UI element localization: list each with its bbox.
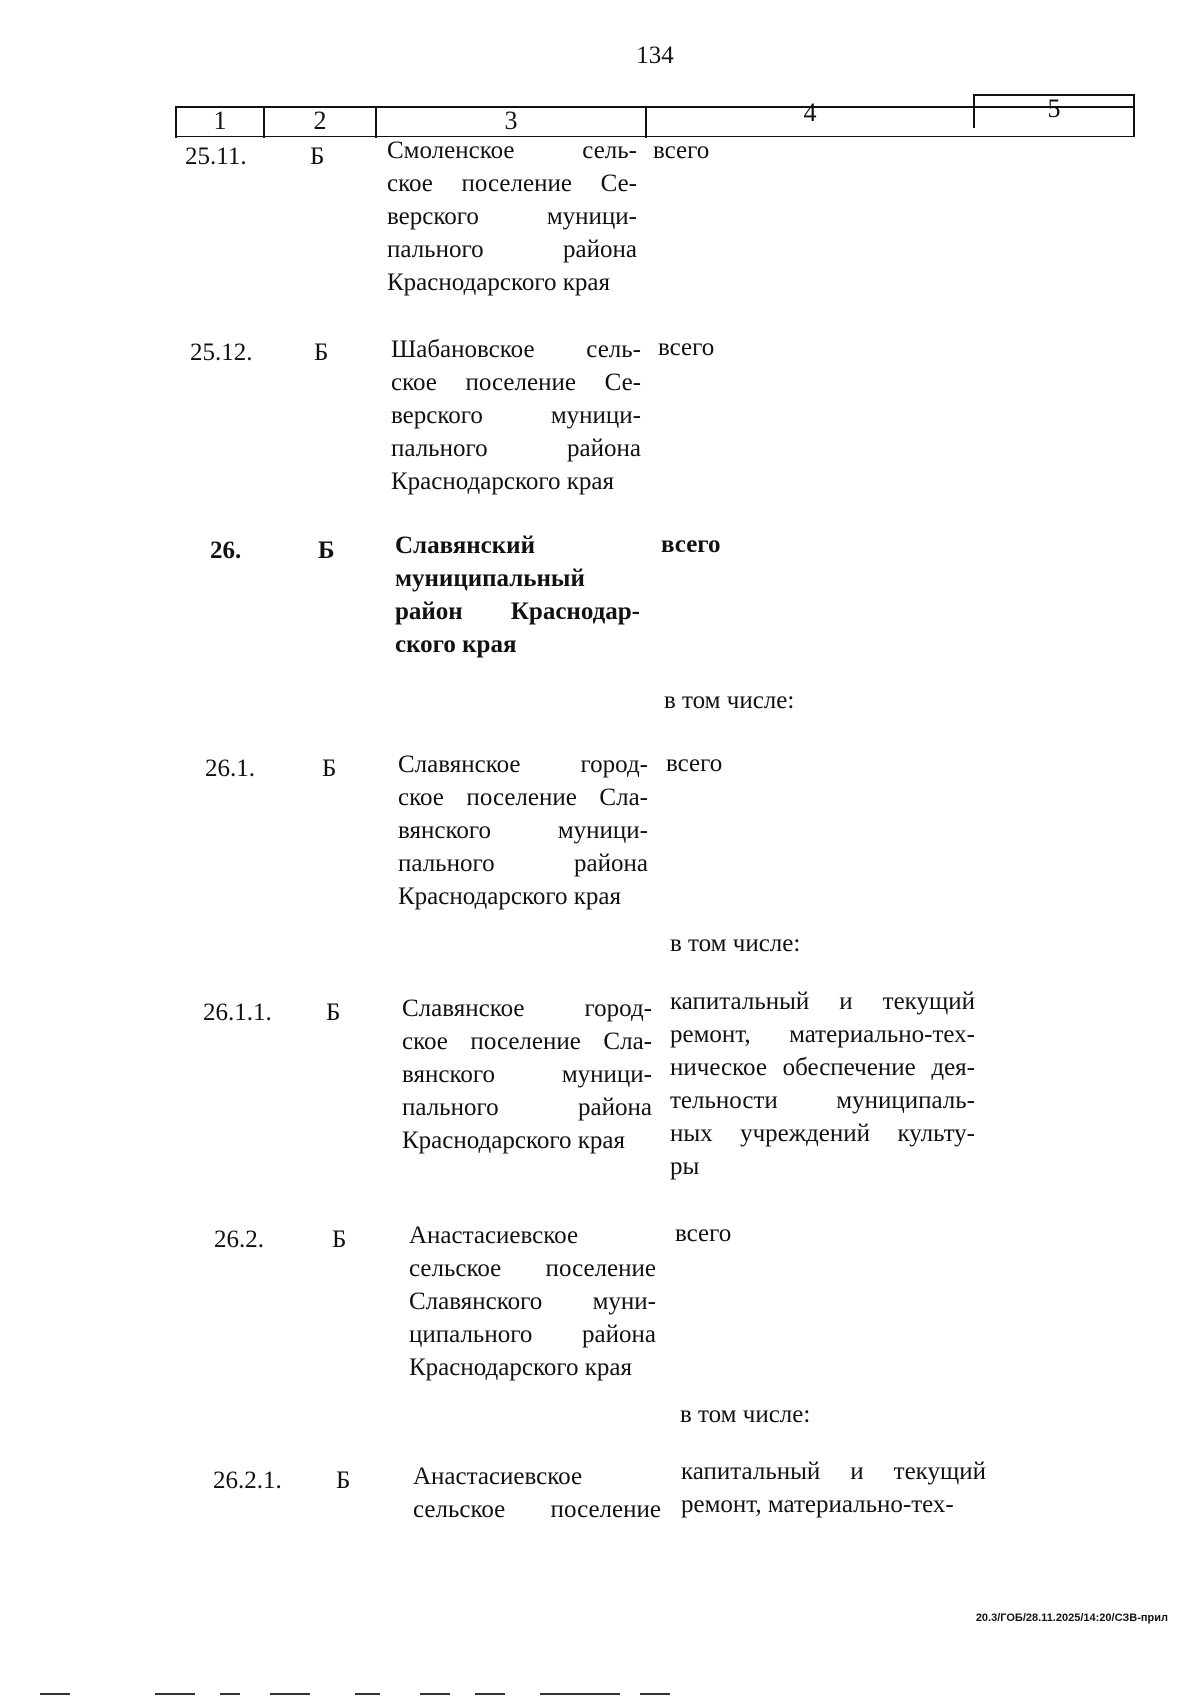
row-description: капитальный и текущий ремонт, материально-тех- ническое обеспечение дея- тельности муниципаль- ных учреждений культу- ры [670, 988, 975, 1180]
row-number: 25.12. [190, 339, 253, 366]
row-entity-name: Славянское город- ское поселение Сла- вянского муници- пального района Краснодарского края [398, 751, 648, 910]
header-col-5: 5 [1047, 94, 1061, 123]
row-number: 26.2.1. [213, 1467, 282, 1494]
row-number: 26. [210, 537, 242, 564]
row-budget-code: Б [332, 1226, 347, 1253]
in-total-label: в том числе: [670, 930, 801, 957]
document-footer-code: 20.3/ГОБ/28.11.2025/14:20/СЗВ-прил [975, 1612, 1168, 1624]
row-number: 25.11. [185, 143, 247, 170]
header-col-1: 1 [213, 106, 227, 135]
row-budget-code: Б [314, 339, 329, 366]
row-budget-code: Б [326, 999, 341, 1026]
header-col-4: 4 [803, 98, 817, 127]
row-entity-name: Славянский муниципальный район Краснодар- ского края [395, 532, 640, 658]
header-col-3: 3 [504, 106, 518, 135]
row-description: всего [653, 137, 710, 164]
row-number: 26.1.1. [203, 999, 272, 1026]
row-budget-code: Б [318, 537, 335, 564]
row-entity-name: Шабановское сель- ское поселение Се- верского муници- пального района Краснодарского края [391, 336, 641, 495]
row-entity-name: Анастасиевское сельское поселение [413, 1463, 661, 1523]
row-budget-code: Б [322, 755, 337, 782]
row-entity-name: Славянское город- ское поселение Сла- вянского муници- пального района Краснодарского края [402, 995, 652, 1154]
row-entity-name: Анастасиевское сельское поселение Славянского муни- ципального района Краснодарского края [409, 1222, 656, 1381]
table-header [175, 88, 1135, 138]
row-description: всего [666, 750, 723, 777]
row-budget-code: Б [310, 143, 325, 170]
row-description: всего [658, 334, 715, 361]
row-entity-name: Смоленское сель- ское поселение Се- верского муници- пального района Краснодарского края [387, 137, 637, 296]
in-total-label: в том числе: [664, 687, 795, 714]
row-description: капитальный и текущий ремонт, материально-тех- [681, 1458, 986, 1518]
row-budget-code: Б [336, 1467, 351, 1494]
header-col-2: 2 [313, 106, 327, 135]
page-number: 134 [636, 42, 674, 69]
scan-edge-marks [40, 1693, 690, 1696]
row-number: 26.2. [214, 1226, 264, 1253]
row-description: всего [661, 531, 721, 558]
in-total-label: в том числе: [680, 1401, 811, 1428]
row-description: всего [675, 1220, 732, 1247]
row-number: 26.1. [205, 755, 255, 782]
